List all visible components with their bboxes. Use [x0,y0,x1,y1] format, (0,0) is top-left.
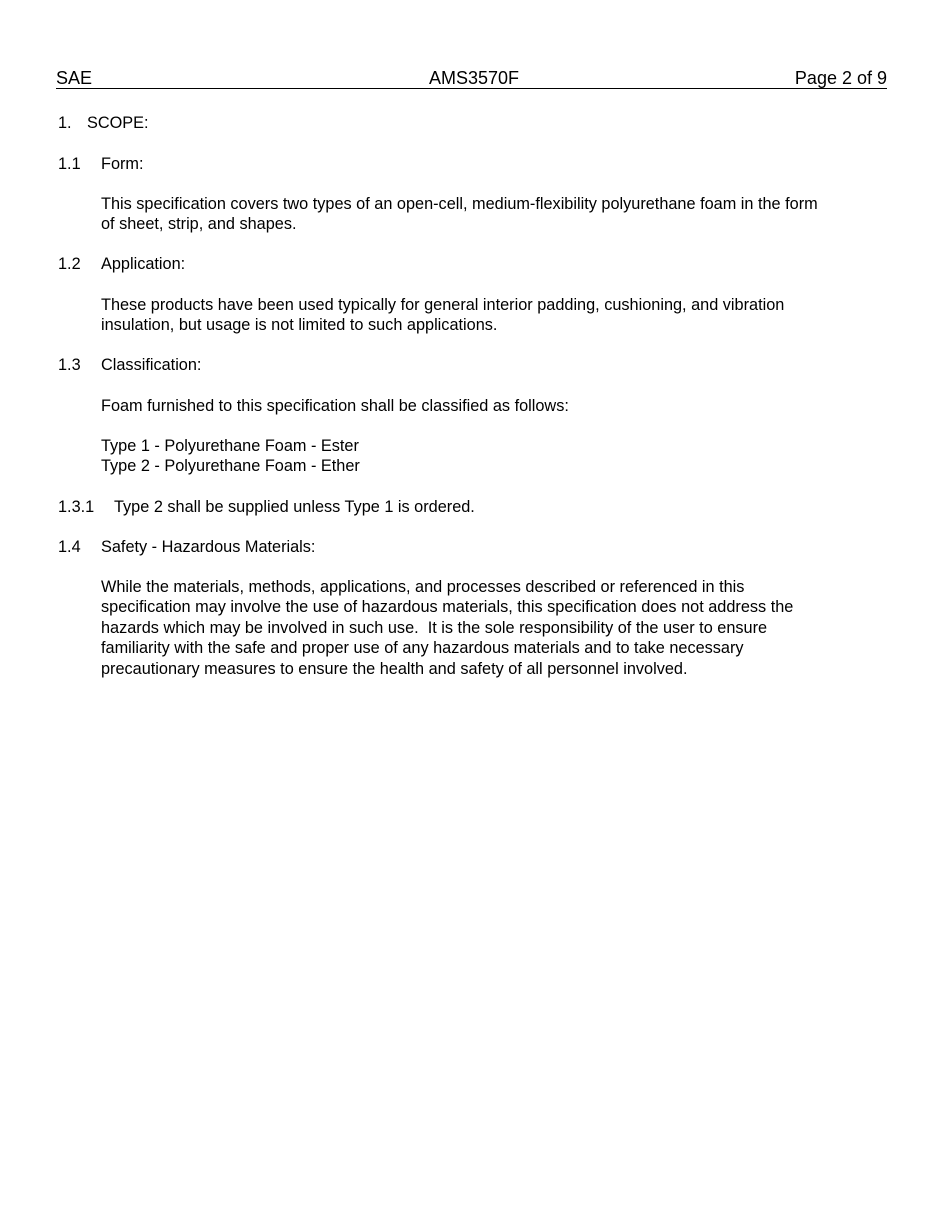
paragraph-line: Foam furnished to this specification shall be classified as follows: [101,397,569,415]
section-1-3-intro [101,396,569,416]
section-1-3-1-number: 1.3.1 [58,498,95,516]
section-1-1-number: 1.1 [58,155,81,173]
section-1-2-title: Application: [101,255,186,273]
section-1-2-number: 1.2 [58,255,81,273]
paragraph-line: familiarity with the safe and proper use of any hazardous materials and to take necessary [101,639,744,658]
paragraph-line: insulation, but usage is not limited to such applications. [101,316,498,335]
paragraph-line: specification may involve the use of hazardous materials, this specification does not address the [101,598,794,617]
section-1-4-body [101,577,793,679]
header-org: SAE [56,68,93,88]
paragraph-line: This specification covers two types of an open-cell, medium-flexibility polyurethane foam in the form [101,195,818,213]
classification-type-item: Type 1 - Polyurethane Foam - Ester [101,437,359,455]
section-1-number: 1. [58,114,72,132]
classification-types-list [101,436,360,477]
section-1-1-body [101,194,818,235]
section-1-2-body [101,295,784,336]
header-doc-id: AMS3570F [429,68,520,88]
paragraph-line: While the materials, methods, applications, and processes described or referenced in this [101,578,745,596]
section-1-3-number: 1.3 [58,356,81,374]
page-header [56,68,887,89]
section-1-4-number: 1.4 [58,538,81,556]
paragraph-line: hazards which may be involved in such use. It is the sole responsibility of the user to ensure [101,618,768,637]
classification-type-item: Type 2 - Polyurethane Foam - Ether [101,457,360,476]
paragraph-line: precautionary measures to ensure the health and safety of all personnel involved. [101,659,688,678]
section-1-title: SCOPE: [87,114,149,132]
paragraph-line: These products have been used typically for general interior padding, cushioning, and vibration [101,296,785,314]
paragraph-line: of sheet, strip, and shapes. [101,215,297,234]
header-page-number: Page 2 of 9 [794,68,887,88]
section-1-3-1-text: Type 2 shall be supplied unless Type 1 is ordered. [114,498,475,516]
section-1-3-title: Classification: [101,356,202,374]
section-1-1-title: Form: [101,155,144,173]
section-1-4-title: Safety - Hazardous Materials: [101,538,316,556]
